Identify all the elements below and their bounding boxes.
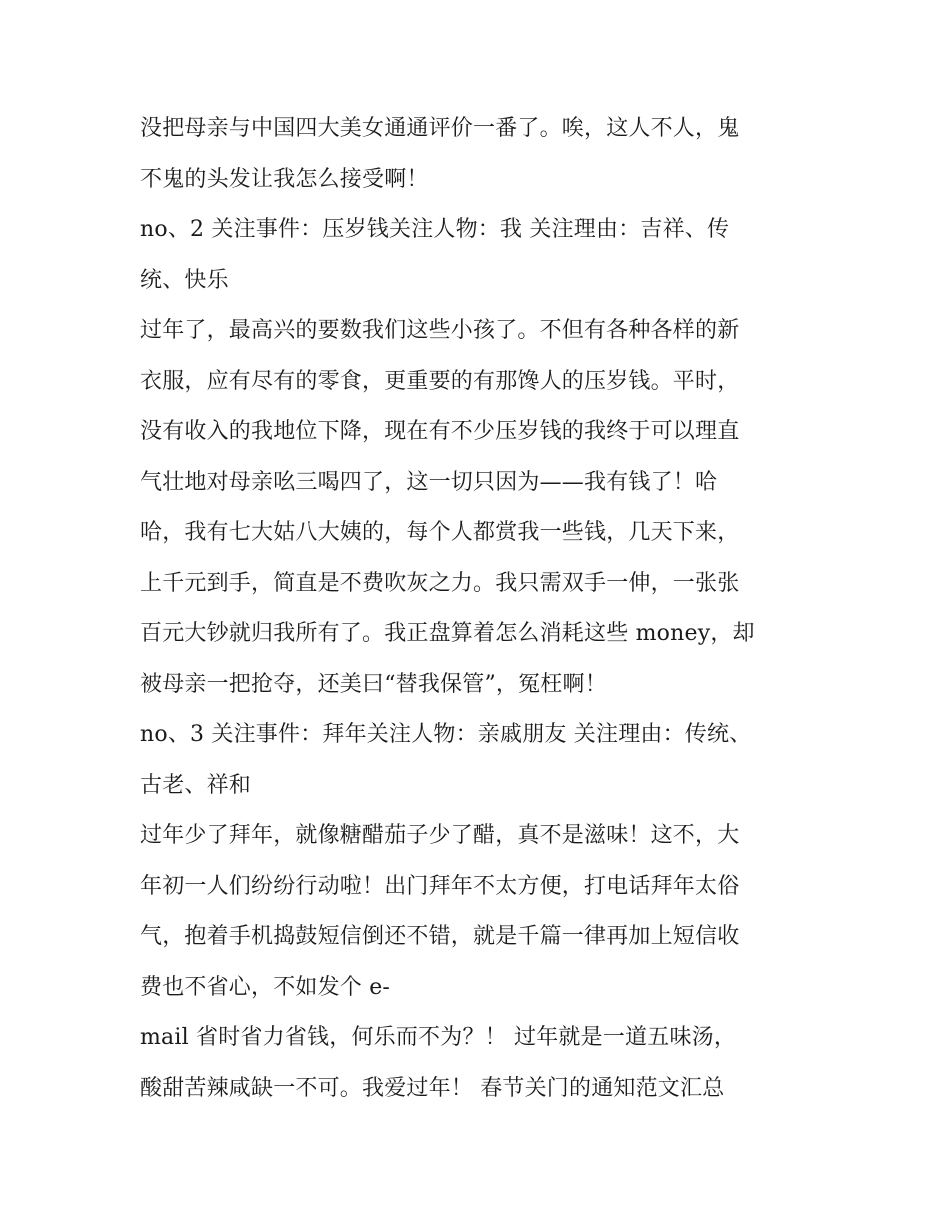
text-line: 过年了，最高兴的要数我们这些小孩了。不但有各种各样的新 [140, 318, 740, 343]
text-line: mail 省时省力省钱，何乐而不为？！ 过年就是一道五味汤， [140, 1025, 737, 1050]
section-heading-line: no、2 关注事件：压岁钱关注人物：我 关注理由：吉祥、传 [140, 217, 730, 242]
text-line: 没把母亲与中国四大美女通通评价一番了。唉，这人不人，鬼 [140, 116, 740, 141]
text-line: 不鬼的头发让我怎么接受啊！ [140, 166, 429, 192]
text-line: 哈，我有七大姑八大姨的，每个人都赏我一些钱，几天下来， [140, 520, 740, 545]
text-line: 费也不省心，不如发个 e- [140, 974, 391, 1000]
text-line: 衣服，应有尽有的零食，更重要的有那馋人的压岁钱。平时， [140, 368, 740, 394]
document-page [140, 104, 820, 1114]
section-heading-line: no、3 关注事件：拜年关注人物：亲戚朋友 关注理由：传统、 [140, 722, 752, 747]
text-line: 上千元到手，简直是不费吹灰之力。我只需双手一伸，一张张 [140, 570, 740, 596]
text-line: 年初一人们纷纷行动啦！出门拜年不太方便，打电话拜年太俗 [140, 873, 740, 899]
text-line: 百元大钞就归我所有了。我正盘算着怎么消耗这些 money，却 [140, 621, 755, 646]
text-line: 气，抱着手机捣鼓短信倒还不错，就是千篇一律再加上短信收 [140, 924, 740, 949]
text-line: 被母亲一把抢夺，还美曰“替我保管”，冤枉啊！ [140, 671, 607, 697]
text-line: 没有收入的我地位下降，现在有不少压岁钱的我终于可以理直 [140, 419, 740, 444]
text-line: 过年少了拜年，就像糖醋茄子少了醋，真不是滋味！这不，大 [140, 823, 740, 848]
text-line: 气壮地对母亲吆三喝四了，这一切只因为——我有钱了！哈 [140, 469, 718, 495]
text-line: 酸甜苦辣咸缺一不可。我爱过年！ 春节关门的通知范文汇总 [140, 1075, 725, 1101]
section-heading-line: 统、快乐 [140, 267, 229, 293]
section-heading-line: 古老、祥和 [140, 772, 252, 798]
